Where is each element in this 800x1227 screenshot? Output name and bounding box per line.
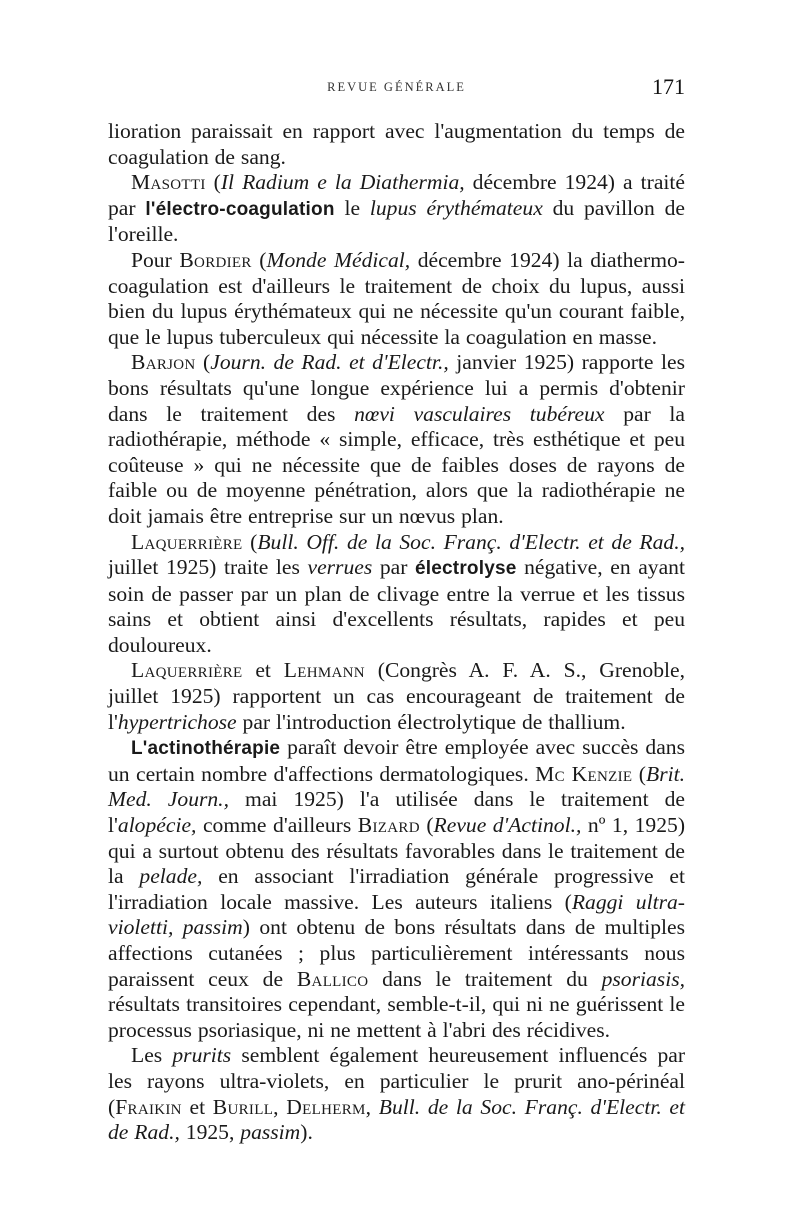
paragraph-3 — [108, 248, 685, 350]
text-run: dans le traitement du — [368, 966, 602, 991]
paragraph-7 — [108, 735, 685, 1043]
paragraph-5 — [108, 530, 685, 659]
page-header — [108, 74, 685, 104]
journal-title: Bull. de la Soc. Franç. d'Electr. et de Rad., — [108, 1094, 686, 1145]
italic-term: nœvi vasculaires tubéreux — [354, 401, 605, 426]
author-name: Mc Kenzie — [535, 761, 633, 786]
paragraph-6 — [108, 658, 685, 735]
author-name: Ballico — [296, 966, 369, 991]
italic-term: pelade, — [139, 864, 203, 889]
text-run: ). — [300, 1120, 313, 1145]
text-run: résultats transitoires cependant, semble-t-il, qui ni ne guérissent le processus psoriasique, ni ne mettent à l'abri des récidives. — [108, 992, 685, 1042]
text-run: ( — [419, 813, 434, 838]
text-run: nº 1, 1925) qui a surtout obtenu des résultats favorables dans le traitement de la — [108, 813, 686, 889]
author-name: Delherm — [286, 1094, 366, 1119]
author-name: Lehmann — [283, 658, 365, 683]
bold-term: l'électro-coagulation — [145, 198, 335, 220]
text-run: janvier 1925) rapporte les bons résultats qu'une longue expérience lui a permis d'obtenir dans le traitement des — [108, 350, 685, 426]
author-name: Bordier — [179, 247, 252, 272]
text-run: décembre 1924) a traité par — [108, 170, 685, 220]
author-name: Fraikin — [115, 1094, 182, 1119]
paragraph-8 — [108, 1043, 685, 1145]
author-name: Masotti — [131, 170, 206, 195]
journal-title: Monde Médical, — [266, 247, 411, 272]
paragraph-2 — [108, 170, 685, 248]
text-run: mai 1925) l'a utilisée dans le traitement de l' — [108, 787, 685, 838]
italic-term: passim — [240, 1120, 301, 1145]
text-run: ( — [242, 529, 258, 554]
text-run: négative, en ayant soin de passer par un plan de clivage entre la verrue et les tissus sains et obtient ainsi d'excellents résultats, rapides et peu douloureux. — [108, 555, 685, 657]
running-title: REVUE GÉNÉRALE — [327, 80, 466, 94]
italic-term: prurits — [172, 1043, 232, 1068]
author-name: Laquerrière — [131, 529, 243, 554]
text-run: par la radiothérapie, méthode « simple, efficace, très esthétique et peu coûteuse » qui ne nécessite que de faibles doses de rayons de faible ou de moyenne pénétration, alors que la radiothérapie ne doit jamais être entreprise sur un nœvus plan. — [108, 401, 685, 528]
page-number: 171 — [652, 74, 685, 99]
italic-term: alopécie, — [117, 813, 197, 838]
text-run: , — [273, 1094, 287, 1119]
text-run: le — [334, 195, 370, 220]
paragraph-4 — [108, 350, 685, 529]
text-run: juillet 1925) traite les — [108, 555, 308, 580]
text-run: 1925, — [179, 1120, 241, 1145]
journal-title: Revue d'Actinol., — [433, 813, 582, 838]
text-run: Pour — [131, 247, 180, 272]
text-run: ) ont obtenu de bons résultats dans de multiples affections cutanées ; plus particulièrement intéressants nous paraissent ceux de — [108, 915, 685, 991]
text-run: et — [242, 658, 284, 683]
journal-title: Brit. Med. Journ., — [108, 761, 685, 812]
author-name: Bizard — [357, 813, 420, 838]
bold-term: L'actinothérapie — [131, 738, 281, 760]
text-run: comme d'ailleurs — [196, 813, 358, 838]
journal-title: Journ. de Rad. et d'Electr., — [210, 350, 449, 375]
text-run: Les — [131, 1043, 173, 1068]
paragraph-1: lioration paraissait en rapport avec l'augmentation du temps de coagulation de sang. — [108, 119, 685, 169]
italic-term: lupus érythémateux — [369, 195, 543, 220]
italic-term: psoriasis, — [601, 966, 685, 991]
text-run: ( — [632, 761, 646, 786]
journal-title: Raggi ultra-violetti, passim — [108, 889, 685, 940]
text-run: ( — [195, 350, 211, 375]
author-name: Barjon — [131, 350, 196, 375]
text-run: par — [372, 555, 416, 580]
text-run: en associant l'irradiation générale progressive et l'irradiation locale massive. Les auteurs italiens ( — [108, 864, 685, 914]
italic-term: hypertrichose — [117, 709, 237, 734]
text-run: du pavillon de l'oreille. — [108, 195, 685, 247]
bold-term: électrolyse — [415, 558, 517, 580]
text-run: et — [181, 1094, 213, 1119]
author-name: Laquerrière — [131, 658, 243, 683]
text-run: décembre 1924) la diathermo-coagulation est d'ailleurs le traitement de choix du lupus, aussi bien du lupus érythémateux qui ne nécessite qu'un courant faible, que le lupus tuberculeux qui nécessite la coagulation en masse. — [108, 247, 685, 349]
text-run: par l'introduction électrolytique de thallium. — [236, 709, 626, 734]
text-run: (Congrès A. F. A. S., Grenoble, juillet 1925) rapportent un cas encourageant de traitement de l' — [108, 658, 685, 734]
text-run: semblent également heureusement influencés par les rayons ultra-violets, en particulier le prurit ano-périnéal ( — [108, 1043, 686, 1119]
body-text — [108, 119, 685, 1146]
text-run: ( — [205, 170, 221, 195]
text-run: paraît devoir être employée avec succès dans un certain nombre d'affections dermatologiques. — [108, 735, 685, 786]
journal-title: Il Radium e la Diathermia, — [220, 170, 465, 195]
text-run: ( — [251, 247, 267, 272]
italic-term: verrues — [307, 555, 373, 580]
author-name: Burill — [212, 1094, 274, 1119]
journal-title: Bull. Off. de la Soc. Franç. d'Electr. et de Rad., — [257, 529, 685, 554]
text-run: , — [365, 1094, 379, 1119]
